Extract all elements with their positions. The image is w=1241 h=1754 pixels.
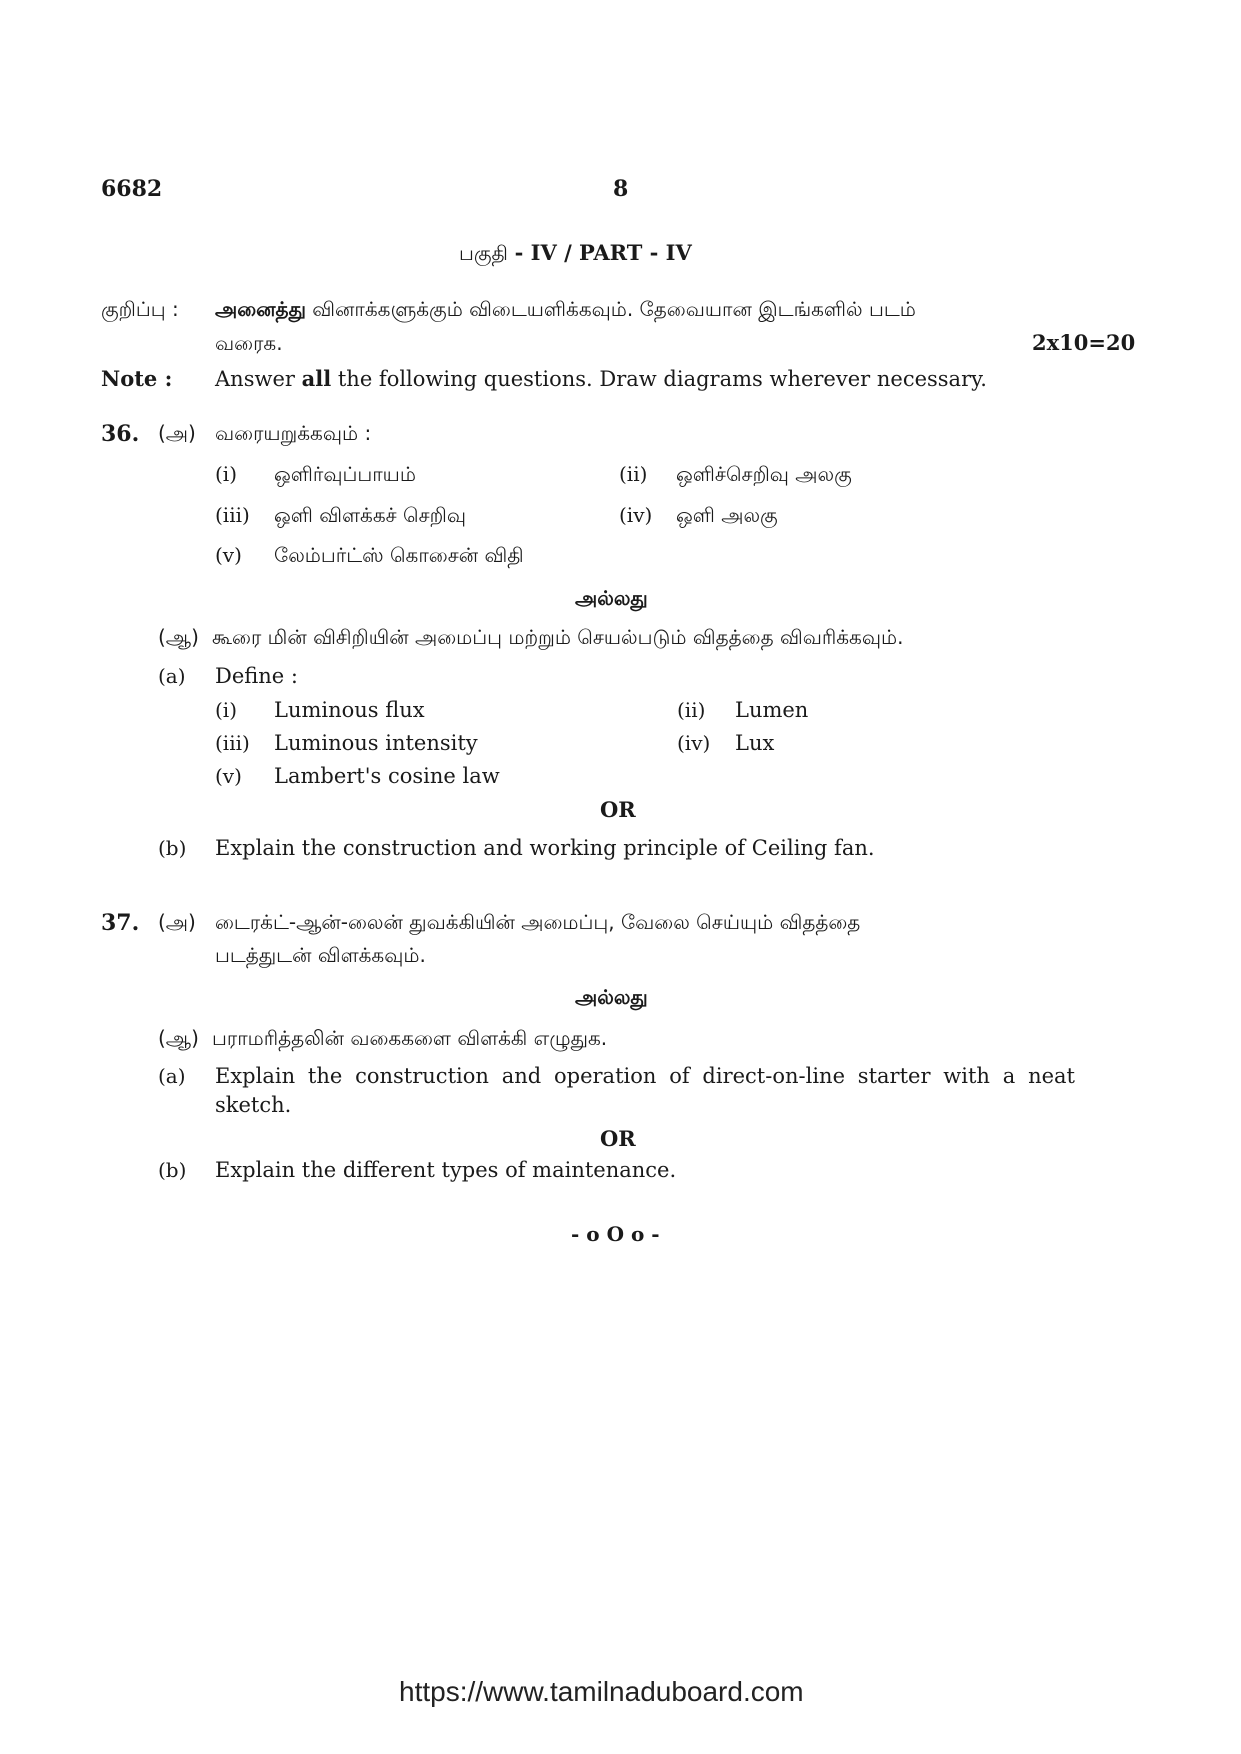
part-heading-roman: - IV / PART - IV	[514, 240, 692, 265]
q36-ta-item-label: (iii)	[215, 503, 250, 527]
q37-a-tamil-line2: படத்துடன் விளக்கவும்.	[215, 943, 426, 967]
paper-code: 6682	[101, 176, 163, 202]
q36-ta-item-label: (ii)	[619, 462, 648, 486]
q36-or-english: OR	[600, 797, 636, 822]
q36-a-english-text: Define :	[215, 664, 298, 688]
note-english-pre: Answer	[215, 367, 295, 391]
q36-a-tamil-label: (அ)	[158, 421, 196, 445]
part-heading-tamil: பகுதி	[459, 241, 508, 265]
q36-ta-item-text: ஒளி விளக்கச் செறிவு	[274, 503, 467, 527]
q37-b-tamil-text: பராமரித்தலின் வகைகளை விளக்கி எழுதுக.	[212, 1026, 608, 1050]
note-tamil-line1	[215, 297, 916, 324]
q36-a-tamil-text: வரையறுக்கவும் :	[215, 421, 372, 445]
q36-ta-item-text: ஒளிச்செறிவு அலகு	[676, 462, 852, 486]
q36-en-item-text: Lux	[735, 731, 775, 755]
q37-a-english-line1: Explain the construction and operation of direct-on-line starter with a neat	[215, 1064, 1075, 1088]
q36-ta-item-label: (i)	[215, 462, 238, 486]
q37-b-english-label: (b)	[158, 1158, 187, 1182]
q37-b-english-text: Explain the different types of maintenance.	[215, 1158, 677, 1182]
q36-en-item-text: Luminous intensity	[274, 731, 478, 755]
note-tamil-text: வினாக்களுக்கும் விடையளிக்கவும். தேவையான இடங்களில் படம்	[312, 297, 916, 321]
note-english-bold: all	[301, 366, 332, 391]
part-heading	[459, 240, 692, 268]
q37-a-tamil-line1: டைரக்ட்-ஆன்-லைன் துவக்கியின் அமைப்பு, வேலை செய்யும் விதத்தை	[215, 910, 861, 934]
note-tamil-bold: அனைத்து	[215, 297, 306, 321]
question-number-36: 36.	[101, 421, 140, 447]
q36-ta-item-text: லேம்பர்ட்ஸ் கொசைன் விதி	[274, 543, 524, 567]
q36-en-item-text: Lambert's cosine law	[274, 764, 500, 788]
q37-a-tamil-label: (அ)	[158, 910, 196, 934]
question-number-37: 37.	[101, 910, 140, 936]
q36-or-tamil: அல்லது	[575, 586, 648, 610]
q36-b-english-label: (b)	[158, 836, 187, 860]
q37-b-tamil-label: (ஆ)	[158, 1026, 199, 1050]
note-english-text	[215, 366, 987, 391]
note-tamil-line2: வரைக.	[215, 331, 283, 355]
q37-or-tamil: அல்லது	[575, 985, 648, 1009]
q36-en-item-label: (i)	[215, 698, 238, 722]
q36-b-tamil-label: (ஆ)	[158, 625, 199, 649]
marks-scheme: 2x10=20	[1032, 330, 1136, 355]
q36-ta-item-label: (iv)	[619, 503, 653, 527]
q36-en-item-text: Lumen	[735, 698, 809, 722]
note-english-label: Note :	[101, 366, 173, 391]
q36-en-item-label: (iv)	[677, 731, 711, 755]
note-tamil-label: குறிப்பு :	[101, 297, 179, 321]
q36-en-item-label: (iii)	[215, 731, 250, 755]
q37-a-english-label: (a)	[158, 1064, 186, 1088]
q36-en-item-text: Luminous flux	[274, 698, 425, 722]
end-of-paper-mark: - o O o -	[571, 1222, 660, 1246]
q36-b-tamil-text: கூரை மின் விசிறியின் அமைப்பு மற்றும் செயல்படும் விதத்தை விவரிக்கவும்.	[212, 625, 904, 649]
q36-en-item-label: (v)	[215, 764, 242, 788]
q36-ta-item-label: (v)	[215, 543, 242, 567]
q36-ta-item-text: ஒளிர்வுப்பாயம்	[274, 462, 416, 486]
q36-en-item-label: (ii)	[677, 698, 706, 722]
q37-a-english-line2: sketch.	[215, 1093, 292, 1117]
note-english-post: the following questions. Draw diagrams wherever necessary.	[337, 367, 987, 391]
q36-b-english-text: Explain the construction and working principle of Ceiling fan.	[215, 836, 875, 860]
page-number: 8	[613, 176, 629, 202]
q37-or-english: OR	[600, 1126, 636, 1151]
q36-a-english-label: (a)	[158, 664, 186, 688]
q36-ta-item-text: ஒளி அலகு	[676, 503, 778, 527]
footer-url: https://www.tamilnaduboard.com	[399, 1676, 804, 1707]
